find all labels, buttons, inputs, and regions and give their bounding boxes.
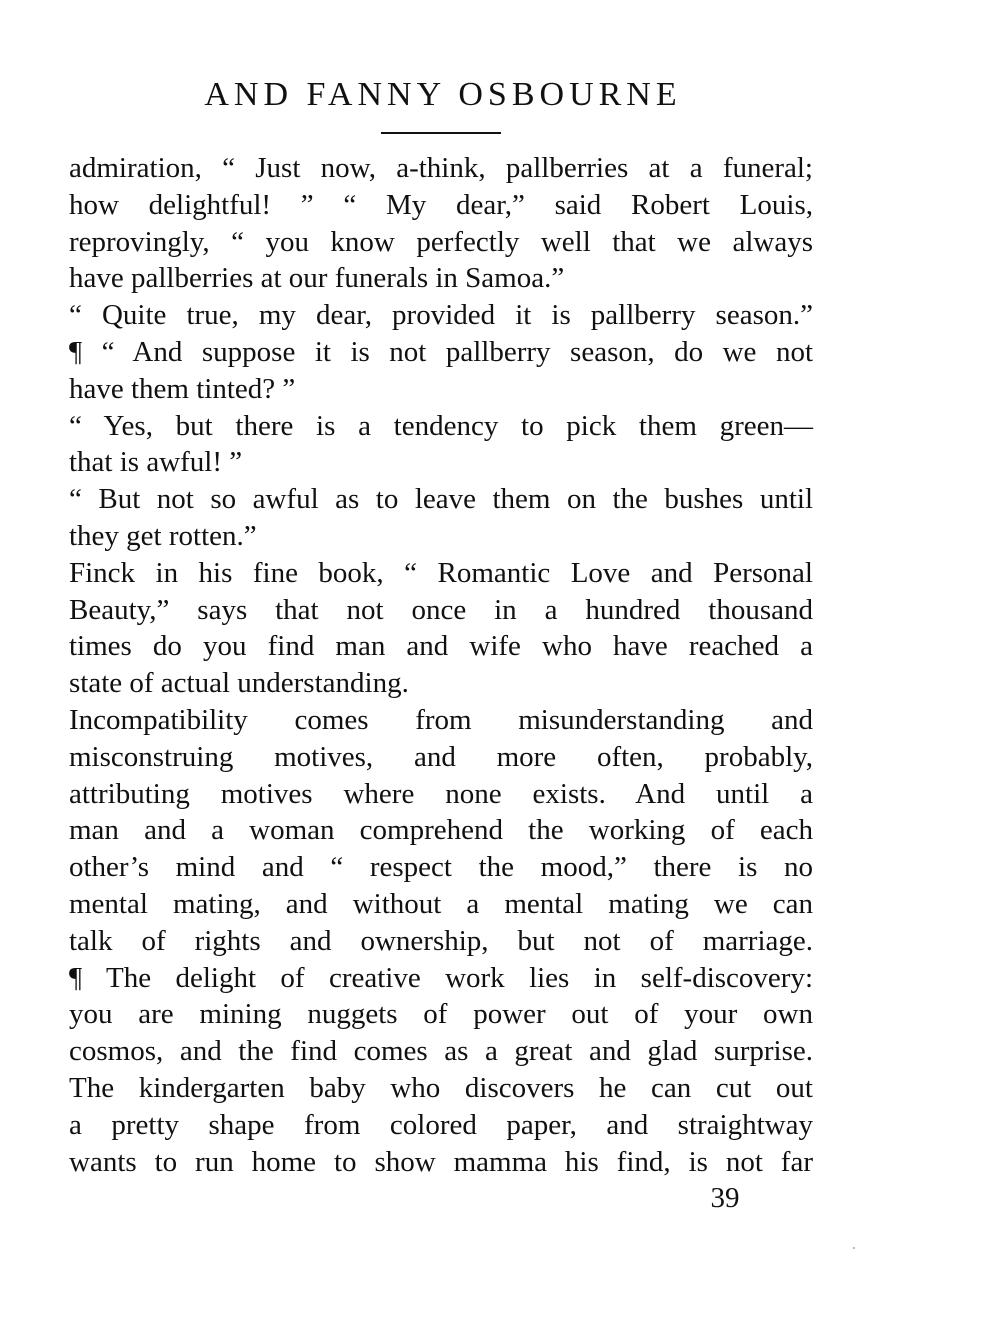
- header-rule: [381, 132, 501, 134]
- text-line: other’s mind and “ respect the mood,” there is no: [69, 851, 813, 884]
- text-line: a pretty shape from colored paper, and straightway: [69, 1108, 813, 1141]
- text-line: reprovingly, “ you know perfectly well that we always: [69, 225, 813, 258]
- text-line: admiration, “ Just now, a-think, pallberries at a funeral;: [69, 152, 813, 184]
- text-line: “ But not so awful as to leave them on the bushes until: [69, 483, 813, 516]
- text-line: Beauty,” says that not once in a hundred thousand: [69, 593, 813, 626]
- text-line: ¶ The delight of creative work lies in self-discovery:: [69, 961, 813, 994]
- text-line: talk of rights and ownership, but not of marriage.: [69, 924, 813, 957]
- text-line: attributing motives where none exists. And until a: [69, 777, 813, 810]
- text-line: they get rotten.”: [69, 519, 257, 552]
- text-line: misconstruing motives, and more often, probably,: [69, 740, 813, 773]
- page-number: 39: [710, 1182, 740, 1214]
- text-line: man and a woman comprehend the working of each: [69, 814, 813, 847]
- body-text: [69, 150, 813, 1180]
- text-line: how delightful! ” “ My dear,” said Robert Louis,: [69, 188, 813, 221]
- text-line: have them tinted? ”: [69, 372, 296, 405]
- scan-speck: [853, 1247, 855, 1249]
- text-line: cosmos, and the find comes as a great and glad surprise.: [69, 1035, 813, 1068]
- text-line: mental mating, and without a mental mating we can: [69, 887, 813, 920]
- text-line: state of actual understanding.: [69, 667, 409, 700]
- text-line: The kindergarten baby who discovers he can cut out: [69, 1071, 813, 1104]
- text-line: ¶ “ And suppose it is not pallberry season, do we not: [69, 335, 813, 368]
- text-line: “ Yes, but there is a tendency to pick them green—: [69, 409, 813, 442]
- text-line: “ Quite true, my dear, provided it is pallberry season.”: [69, 299, 813, 332]
- text-line: wants to run home to show mamma his find, is not far: [69, 1145, 813, 1178]
- text-line: times do you find man and wife who have reached a: [69, 630, 813, 663]
- text-line: have pallberries at our funerals in Samoa.”: [69, 262, 565, 295]
- running-head: AND FANNY OSBOURNE: [204, 76, 682, 113]
- text-line: you are mining nuggets of power out of your own: [69, 998, 813, 1031]
- text-line: Finck in his fine book, “ Romantic Love and Personal: [69, 556, 813, 589]
- text-line: Incompatibility comes from misunderstanding and: [69, 703, 813, 736]
- text-line: that is awful! ”: [69, 446, 243, 479]
